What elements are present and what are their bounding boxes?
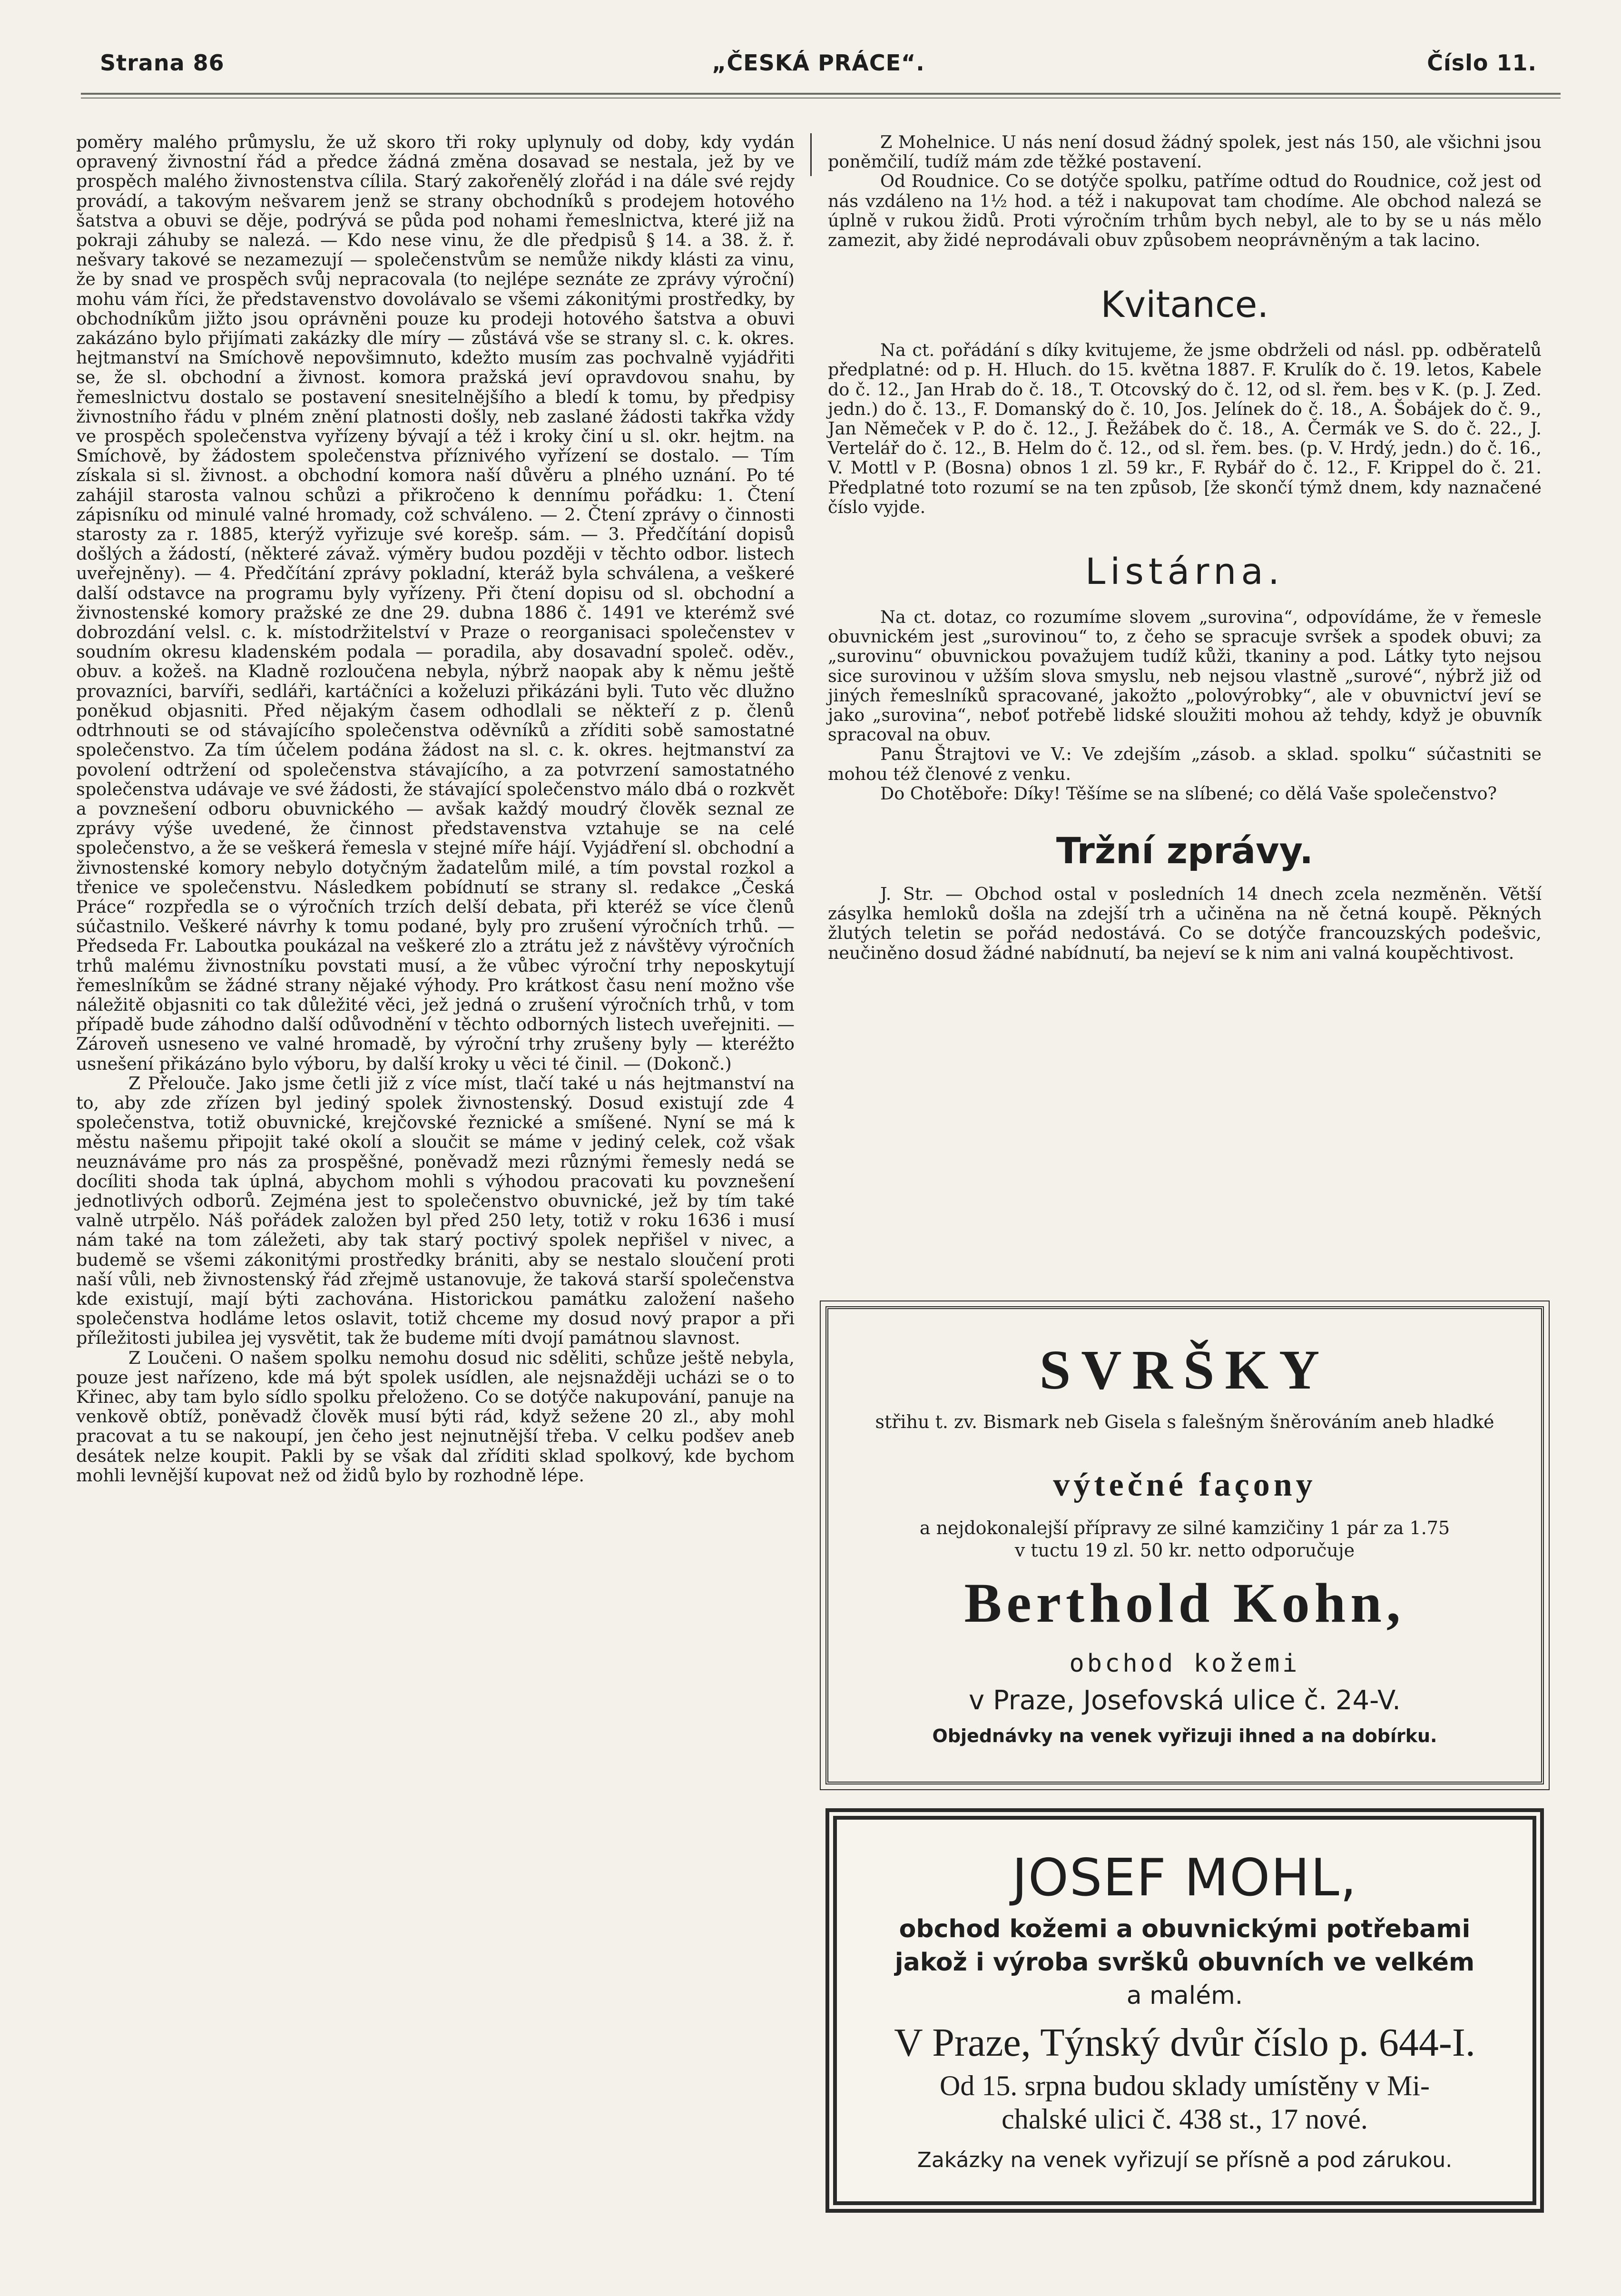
page-number: Strana 86	[100, 50, 225, 76]
report-mohelnice: Z Mohelnice. U nás není dosud žádný spolek, jest nás 150, ale všichni jsou poněmčilí, tudíž mám zde těžké postavení.	[828, 132, 1542, 172]
listarna-heading: Listárna.	[1085, 550, 1285, 593]
header-rule-thin	[81, 98, 1561, 99]
advert-svrsky	[825, 1306, 1544, 1784]
trzni-heading: Tržní zprávy.	[1056, 829, 1314, 872]
ad-line-facony: výtečné façony	[1053, 1467, 1316, 1503]
kvitance-text: Na ct. pořádání s díky kvitujeme, že jsme obdrželi od násl. pp. odběratelů předplatné: od p. H. Hluch. do 15. května 1887. F. Krulík do č. 19. letos, Kabele do č. 12., Jan Hrab do č. 18., T. Otcovský do č. 12, od sl. řem. bes v K. (p. J. Zed. jedn.) do č. 13., F. Domanský do č. 10, Jos. Jelínek do č. 18., A. Šobájek do č. 9., Jan Němeček v P. do č. 12., J. Řežábek do č. 18., A. Čermák ve S. do č. 22., J. Vertelář do č. 12., B. Helm do č. 12., od sl. řem. bes. (p. V. Hrdý, jedn.) do č. 16., V. Mottl v P. (Bosna) obnos 1 zl. 59 kr., F. Rybář do č. 12., F. Krippel do č. 21. Předplatné toto rozumí se na ten způsob, [že skončí týmž dnem, kdy naznačené číslo vyjde.	[828, 340, 1542, 517]
ad-mohl-footer: Zakázky na venek vyřizují se přísně a pod zárukou.	[917, 2148, 1453, 2172]
ad-mohl-line3: a malém.	[1126, 1981, 1243, 2010]
journal-title: „ČESKÁ PRÁCE“.	[712, 50, 925, 76]
ad-mohl-address: V Praze, Týnský dvůr číslo p. 644-I.	[894, 2020, 1475, 2065]
page-header	[100, 50, 1537, 83]
ad-mohl-line1: obchod kožemi a obuvnickými potřebami	[899, 1915, 1471, 1943]
ad-line-price: v tuctu 19 zl. 50 kr. netto odporučuje	[1014, 1540, 1355, 1561]
ad-line-style: střihu t. zv. Bismark neb Gisela s falešným šněrováním aneb hladké	[875, 1411, 1494, 1432]
ad-trade: obchod kožemi	[1069, 1649, 1300, 1678]
listarna-strajt: Panu Štrajtovi ve V.: Ve zdejším „zásob. a sklad. spolku“ súčastniti se mohou též členové z venku.	[828, 744, 1542, 784]
listarna-chotebor: Do Chotěboře: Díky! Těšíme se na slíbené; co dělá Vaše společenstvo?	[880, 783, 1497, 804]
ad-mohl-line2: jakož i výroba svršků obuvních ve velkém	[894, 1948, 1475, 1977]
ad-merchant-name: Berthold Kohn,	[964, 1572, 1405, 1634]
advert-mohl	[825, 1808, 1544, 2213]
kvitance-heading: Kvitance.	[1100, 283, 1269, 326]
ad-mohl-name: JOSEF MOHL,	[1012, 1848, 1357, 1908]
report-prelouc: Z Přelouče. Jako jsme četli již z více míst, tlačí také u nás hejtmanství na to, aby zde zřízen byl jediný spolek živnostenský. Dosud existují zde 4 společenstva, totiž obuvnické, krejčovské řeznické a smíšené. Nyní se má k městu našemu připojit také okolí a sloučit se máme v jediný celek, což však neuznáváme pro nás za prospěšné, poněvadž mezi různými řemesly nedá se docíliti shoda tak úplná, abychom mohli s výhodou pracovati ku povznešení jednotlivých odborů. Zejména jest to společenstvo obuvnické, jež by tím také valně utrpělo. Náš pořádek založen byl před 250 lety, totiž v roku 1636 i musí nám také na tom záležeti, aby tak starý poctivý spolek nepřišel v nivec, a budemě se všemi zákonitými prostředky brániti, aby se nestalo sloučení proti naší vůli, neb živnostenský řád zřejmě ustanovuje, že taková starší společenstva kde existují, mají býti zachována. Historickou památku založení našeho společenstva hodláme letos oslavit, totiž chceme my dosud nový prapor a při příležitosti jubilea jej vysvětit, tak že budeme míti dvojí památnou slavnost.	[76, 1073, 795, 1349]
listarna-surovina: Na ct. dotaz, co rozumíme slovem „surovina“, odpovídáme, že v řemesle obuvnickém jest „surovinou“ to, z čeho se spracuje svršek a spodek obuvi; za „surovinu“ obuvnickou považujem tudíž kůži, tkaniny a pod. Látky tyto nejsou sice surovinou v užším slova smyslu, neb nejsou vlastně „surové“, nýbrž již od jiných řemeslníků spracované, jakožto „polovýrobky“, ale v obuvnictví jeví se jako „surovina“, neboť potřebě lidské sloužiti mohou až tehdy, když je obuvník spracoval na obuv.	[828, 607, 1542, 745]
left-column	[76, 132, 795, 1485]
report-louceni: Z Loučeni. O našem spolku nemohu dosud nic sděliti, schůze ještě nebyla, pouze jest nařízeno, kde má být spolek usídlen, ale nejsnažději ucházi se o to Křinec, aby tam bylo sídlo spolku přeloženo. Co se dotýče nakupování, panuje na venkově obtíž, poněvadž člověk musí býti rád, když sežene 20 zl., aby mohl pracovat a tu se nakoupí, jen čeho jest nejnutnější třeba. V celku podšev aneb desátek nelze koupit. Pakli by se však dal zříditi sklad spolkový, kde bychom mohli levnější kupovat než od židů bylo by rozhodně lépe.	[76, 1347, 795, 1486]
issue-number: Číslo 11.	[1427, 50, 1537, 76]
ad-line-quality: a nejdokonalejší přípravy ze silné kamzičiny 1 pár za 1.75	[919, 1518, 1450, 1538]
report-roudnice: Od Roudnice. Co se dotýče spolku, patříme odtud do Roudnice, což jest od nás vzdáleno na 1½ hod. a též i nakupovat tam chodíme. Ale obchod nalezá se úplně v rukou židů. Proti výročním trhům bych nebyl, ale to by se u nás mělo zamezit, aby židé neprodávali obuv způsobem neoprávněným a tak lacino.	[828, 171, 1542, 251]
ad-mohl-notice2: chalské ulici č. 438 st., 17 nové.	[1002, 2103, 1368, 2135]
ad-headline: SVRŠKY	[1039, 1339, 1330, 1401]
column-divider	[810, 133, 812, 176]
trzni-text: J. Str. — Obchod ostal v posledních 14 dnech zcela nezměněn. Větší zásylka hemloků došla na zdejší trh a učiněna na ně četná koupě. Pěkných žlutých teletin se pořád nedostává. Co se dotýče francouzských podešvic, neučiněno dosud žádné nabídnutí, ba nejeví se k nim ani valná koupěchtivost.	[828, 884, 1542, 963]
header-rule	[81, 93, 1561, 95]
ad-mohl-notice1: Od 15. srpna budou sklady umístěny v Mi-	[940, 2070, 1430, 2101]
ad-orders: Objednávky na venek vyřizuji ihned a na dobírku.	[932, 1725, 1437, 1746]
right-column	[828, 132, 1542, 963]
article-continuation: poměry malého průmyslu, že už skoro tři roky uplynuly od doby, kdy vydán opravený živnostní řád a předce žádná změna dosavad se nestala, jež by ve prospěch malého živnostenstva cílila. Starý zakořenělý zlořád i na dále své rejdy provádí, a takovým nešvarem jenž se strany obchodníků s prodejem hotového šatstva a obuvi se děje, podrývá se půda pod nohami řemeslnictva, které již na pokraji záhuby se nalezá. — Kdo nese vinu, že dle předpisů § 14. a 38. ž. ř. nešvary takové se nezamezují — společenstvům se nemůže nikdy klásti za vinu, že by snad ve prospěch svůj nepracovala (to nejlépe seznáte ze zprávy výroční) mohu vám říci, že představenstvo dovolávalo se všemi zákonitými prostředky, by obchodníkům jižto jsou oprávněni pouze ku prodeji hotového šatstva a obuvi zakázáno bylo přijímati zakázky dle míry — zůstává vše se strany sl. c. k. okres. hejtmanství na Smíchově nepovšimnuto, kdežto musím zas pochvalně vyjádřiti se, že sl. obchodní a živnost. komora pražská jeví opravdovou snahu, by řemeslnictvu dostalo se postavení snesitelnějšího a bledí k tomu, by předpisy živnostního řádu v plném znění platnosti došly, neb zaslané žádosti takřka vždy ve prospěch společenstva vyřízeny bývají a též i kroky činí u sl. okr. hejtm. na Smíchově, by žádostem společenstva příznivého vyřízení se dostalo. — Tím získala si sl. živnost. a obchodní komora naší důvěru a plného uznání. Po té zahájil starosta valnou schůzi a přikročeno k dennímu pořádku: 1. Čtení zápisníku od minulé valné hromady, což schváleno. — 2. Čtení zprávy o činnosti starosty za r. 1885, kterýž vyřizuje své korešp. sám. — 3. Předčítání dopisů došlých a žádostí, (některé závaž. výměry budou později v těchto odbor. listech uveřejněny). — 4. Předčítání zprávy pokladní, kteráž byla schválena, a veškeré další odstavce na programu byly vyřízeny. Při čtení dopisu od sl. obchodní a živnostenské komory pražské ze dne 29. dubna 1886 č. 1491 ve kterémž své dobrozdání velsl. c. k. místodržitelství v Praze o reorganisaci společenstev v soudním okresu kladenském podala — poradila, aby dosavadní společ. oděv., obuv. a kožeš. na Kladně rozloučena nebyla, nýbrž naopak aby k němu ještě provazníci, barvíři, sedláři, kartáčníci a koželuzi přikázáni byli. Tuto věc dlužno poněkud objasniti. Před nějakým časem odhodlali se někteří z p. členů odtrhnouti se od stávajícího společenstva oděvníků a zříditi sobě samostatné společenstvo. Za tím účelem podána žádost na sl. c. k. okres. hejtmanství za povolení odtržení od společenstva stávajícího, a za potvrzení samostatného společenstva udávaje ve své žádosti, že stávající společenstvo málo dbá o rozkvět a povznešení odboru obuvnického — avšak každý moudrý člověk seznal ze zprávy výše uvedené, že činnost představenstva vztahuje se na celé společenstvo, a že se veškerá řemesla v stejné míře hájí. Vyjádření sl. obchodní a živnostenské komory nebylo dotyčným žadatelům milé, a tím povstal rozkol a třenice ve společenstvu. Následkem pobídnutí se strany sl. redakce „Česká Práce“ rozpředla se o výročních trzích delší debata, při kteréž se více členů súčastnilo. Veškeré návrhy k tomu podané, byly pro zrušení výročních trhů. — Předseda Fr. Laboutka poukázal na veškeré zlo a ztrátu jež z návštěvy výročních trhů malému živnostníku povstati musí, a že vůbec výroční trhy neposkytují řemeslníkům se žádné strany nějaké výhody. Pro krátkost času není možno vše náležitě objasniti co tak důležité věci, jež jedná o zrušení výročních trhů, v tom případě bude záhodno další odůvodnění v těchto odborných listech uveřejniti. — Zároveň usneseno ve valné hromadě, by výroční trhy zrušeny byly — kteréžto usnešení přikázáno bylo výboru, by další kroky u věci té činil. — (Dokonč.)	[76, 132, 795, 1074]
ad-address: v Praze, Josefovská ulice č. 24-V.	[969, 1685, 1401, 1716]
